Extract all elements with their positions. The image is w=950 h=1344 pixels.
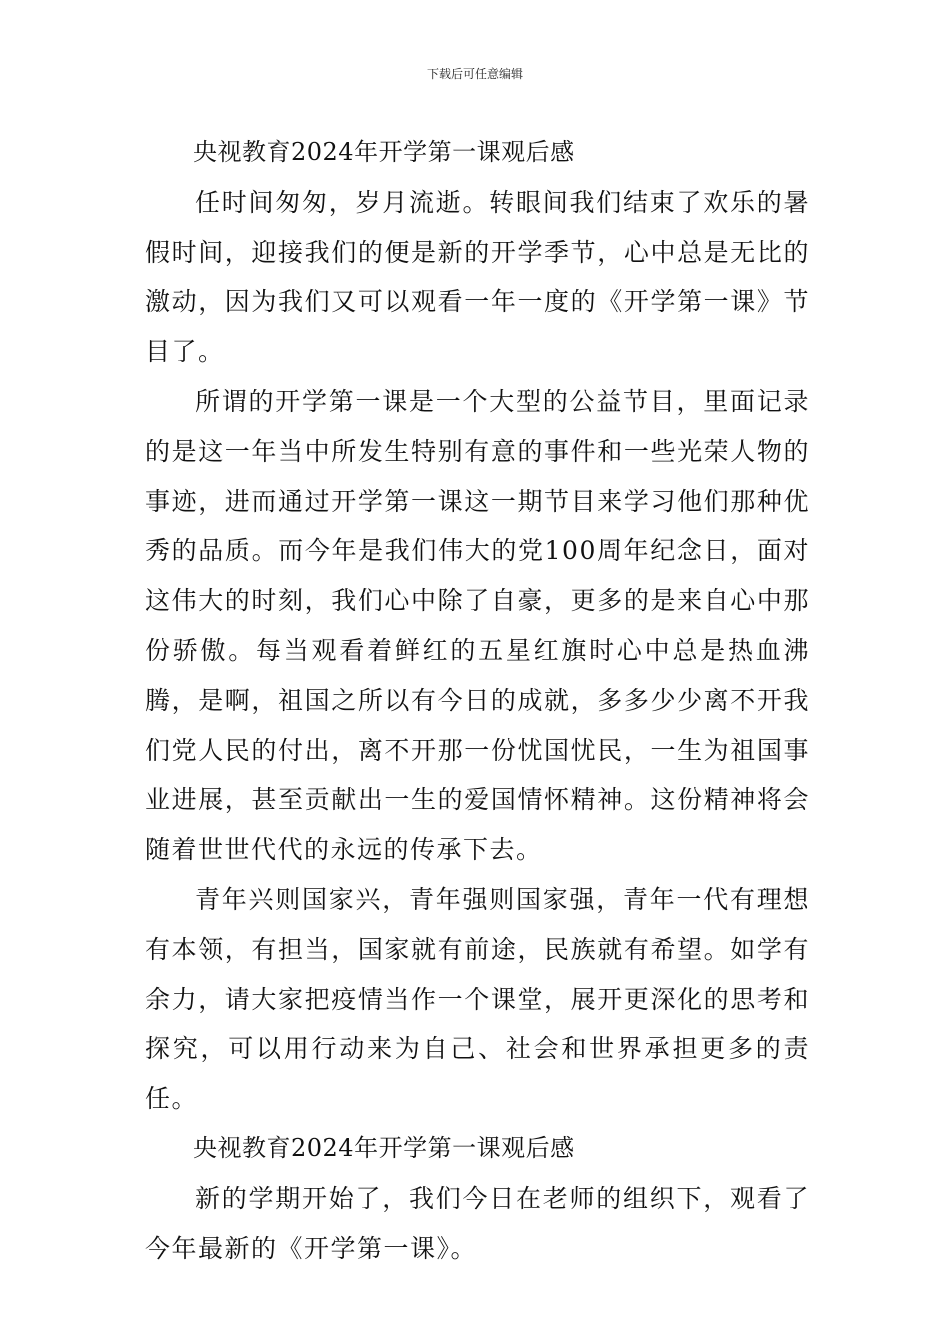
paragraph-1: 任时间匆匆，岁月流逝。转眼间我们结束了欢乐的暑假时间，迎接我们的便是新的开学季节，心中总是无比的激动，因为我们又可以观看一年一度的《开学第一课》节目了。 [145, 187, 810, 367]
header-note: 下载后可任意编辑 [426, 67, 523, 81]
essay-title-2: 央视教育2024年开学第一课观后感 [193, 1133, 575, 1162]
paragraph-3: 青年兴则国家兴，青年强则国家强，青年一代有理想有本领，有担当，国家就有前途，民族就有希望。如学有余力，请大家把疫情当作一个课堂，展开更深化的思考和探究，可以用行动来为自己、社会和世界承担更多的责任。 [145, 884, 810, 1114]
paragraph-2: 所谓的开学第一课是一个大型的公益节目，里面记录的是这一年当中所发生特别有意的事件和一些光荣人物的事迹，进而通过开学第一课这一期节目来学习他们那种优秀的品质。而今年是我们伟大的党100周年纪念日，面对这伟大的时刻，我们心中除了自豪，更多的是来自心中那份骄傲。每当观看着鲜红的五星红旗时心中总是热血沸腾，是啊，祖国之所以有今日的成就，多多少少离不开我们党人民的付出，离不开那一份忧国忧民，一生为祖国事业进展，甚至贡献出一生的爱国情怀精神。这份精神将会随着世世代代的永远的传承下去。 [145, 386, 810, 865]
essay-title-1: 央视教育2024年开学第一课观后感 [193, 138, 575, 166]
paragraph-4: 新的学期开始了，我们今日在老师的组织下，观看了今年最新的《开学第一课》。 [145, 1183, 810, 1263]
document-body [145, 128, 810, 1273]
